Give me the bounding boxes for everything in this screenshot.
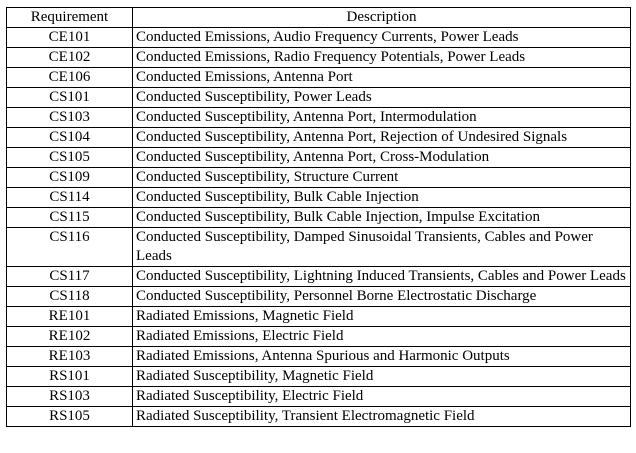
requirement-code-cell: RE103 xyxy=(7,347,133,367)
requirement-description-cell: Radiated Emissions, Magnetic Field xyxy=(133,307,631,327)
requirement-code-cell: CE106 xyxy=(7,68,133,88)
table-row xyxy=(7,347,631,367)
requirement-description-cell: Radiated Susceptibility, Electric Field xyxy=(133,387,631,407)
requirement-description-cell: Conducted Susceptibility, Lightning Induced Transients, Cables and Power Leads xyxy=(133,267,631,287)
header-row xyxy=(7,8,631,28)
requirement-description-cell: Conducted Susceptibility, Power Leads xyxy=(133,88,631,108)
requirement-code-cell: CE101 xyxy=(7,28,133,48)
requirement-code-cell: CS104 xyxy=(7,128,133,148)
table-row xyxy=(7,208,631,228)
header-description: Description xyxy=(133,8,631,28)
requirement-code-cell: RE101 xyxy=(7,307,133,327)
table-row xyxy=(7,387,631,407)
table-row xyxy=(7,228,631,267)
requirement-description-cell: Conducted Emissions, Radio Frequency Potentials, Power Leads xyxy=(133,48,631,68)
table-body xyxy=(7,28,631,427)
table-row xyxy=(7,48,631,68)
requirement-description-cell: Conducted Susceptibility, Bulk Cable Injection, Impulse Excitation xyxy=(133,208,631,228)
requirement-description-cell: Conducted Susceptibility, Antenna Port, Intermodulation xyxy=(133,108,631,128)
requirement-code-cell: CS117 xyxy=(7,267,133,287)
header-requirement: Requirement xyxy=(7,8,133,28)
requirement-code-cell: CS109 xyxy=(7,168,133,188)
requirement-code-cell: CS101 xyxy=(7,88,133,108)
table-row xyxy=(7,327,631,347)
requirement-description-cell: Conducted Susceptibility, Personnel Borne Electrostatic Discharge xyxy=(133,287,631,307)
table-row xyxy=(7,68,631,88)
requirements-table xyxy=(6,7,631,427)
requirement-code-cell: CS115 xyxy=(7,208,133,228)
requirement-code-cell: CS105 xyxy=(7,148,133,168)
table-row xyxy=(7,148,631,168)
requirement-description-cell: Conducted Emissions, Antenna Port xyxy=(133,68,631,88)
table-row xyxy=(7,108,631,128)
table-row xyxy=(7,28,631,48)
requirement-description-cell: Conducted Susceptibility, Antenna Port, Rejection of Undesired Signals xyxy=(133,128,631,148)
table-row xyxy=(7,287,631,307)
table-row xyxy=(7,128,631,148)
requirement-code-cell: RS101 xyxy=(7,367,133,387)
requirement-code-cell: CE102 xyxy=(7,48,133,68)
requirement-description-cell: Conducted Susceptibility, Bulk Cable Injection xyxy=(133,188,631,208)
table-header xyxy=(7,8,631,28)
requirement-description-cell: Radiated Susceptibility, Transient Electromagnetic Field xyxy=(133,407,631,427)
table-row xyxy=(7,88,631,108)
requirement-code-cell: RE102 xyxy=(7,327,133,347)
requirement-description-cell: Radiated Emissions, Antenna Spurious and Harmonic Outputs xyxy=(133,347,631,367)
table-row xyxy=(7,267,631,287)
requirement-description-cell: Conducted Susceptibility, Structure Current xyxy=(133,168,631,188)
table-row xyxy=(7,168,631,188)
requirement-code-cell: CS118 xyxy=(7,287,133,307)
table-row xyxy=(7,407,631,427)
requirement-code-cell: CS103 xyxy=(7,108,133,128)
table-row xyxy=(7,367,631,387)
requirement-description-cell: Conducted Susceptibility, Damped Sinusoidal Transients, Cables and Power Leads xyxy=(133,228,631,267)
table-row xyxy=(7,307,631,327)
requirements-table-container xyxy=(6,7,631,427)
requirement-code-cell: RS105 xyxy=(7,407,133,427)
requirement-code-cell: CS116 xyxy=(7,228,133,267)
requirement-code-cell: CS114 xyxy=(7,188,133,208)
requirement-code-cell: RS103 xyxy=(7,387,133,407)
requirement-description-cell: Conducted Susceptibility, Antenna Port, Cross-Modulation xyxy=(133,148,631,168)
requirement-description-cell: Radiated Susceptibility, Magnetic Field xyxy=(133,367,631,387)
table-row xyxy=(7,188,631,208)
requirement-description-cell: Radiated Emissions, Electric Field xyxy=(133,327,631,347)
requirement-description-cell: Conducted Emissions, Audio Frequency Currents, Power Leads xyxy=(133,28,631,48)
